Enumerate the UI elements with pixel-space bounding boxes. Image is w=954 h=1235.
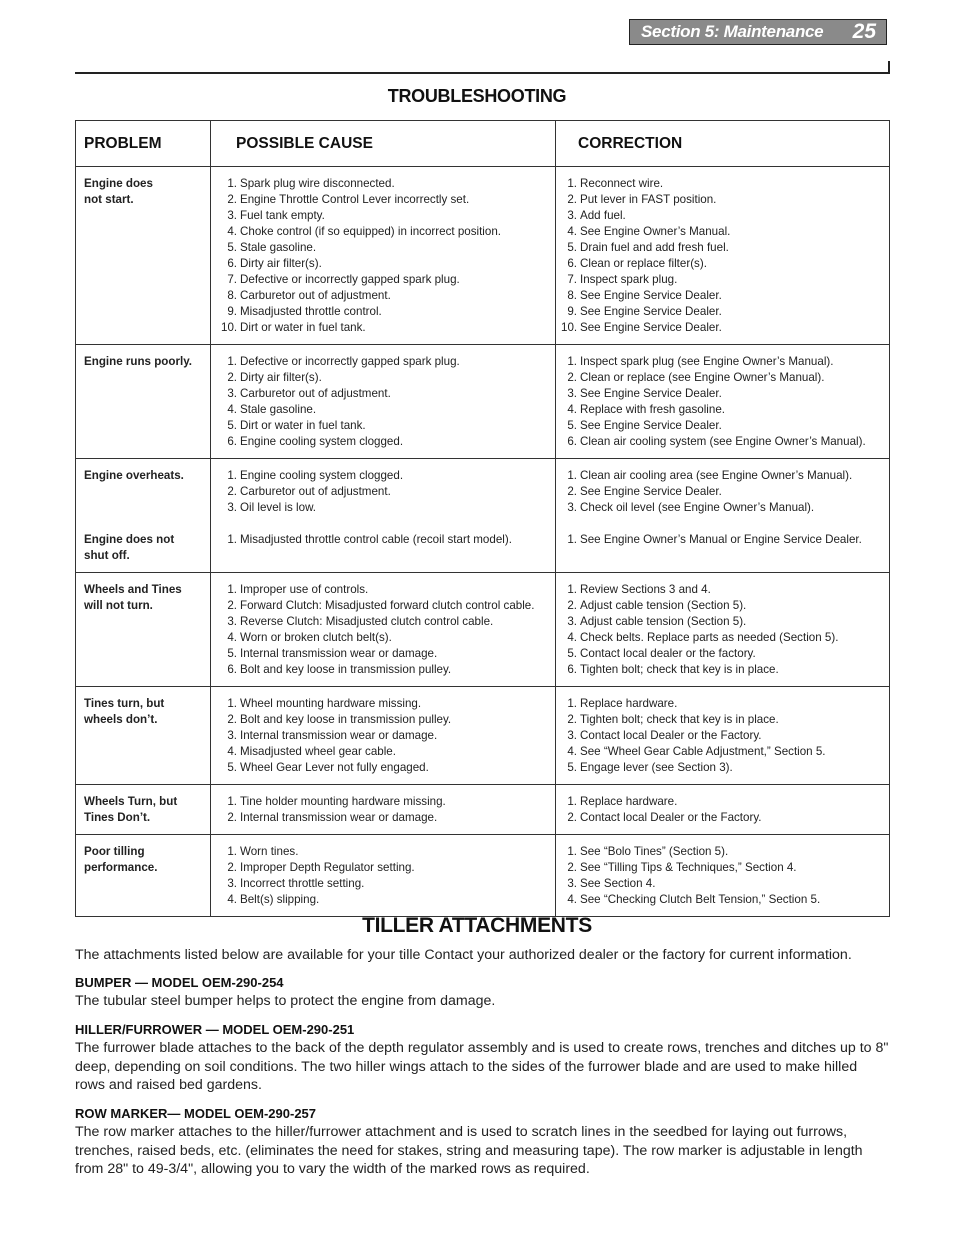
item-text: Misadjusted throttle control. [240,305,382,318]
list-item [561,598,885,614]
item-text: Internal transmission wear or damage. [240,729,438,742]
correction-cell [556,835,890,917]
list-item [561,418,885,434]
item-number: 5. [567,761,577,774]
item-text: See “Tilling Tips & Techniques,” Section 4. [580,861,797,874]
item-text: Contact local Dealer or the Factory. [580,811,762,824]
item-number: 9. [227,305,237,318]
list-item [561,712,885,728]
item-text: Adjust cable tension (Section 5). [580,615,747,628]
correction-cell [556,345,890,459]
list-item [561,434,885,450]
item-text: Dirty air filter(s). [240,257,322,270]
item-text: Choke control (if so equipped) in incorrect position. [240,225,501,238]
item-number: 1. [227,697,237,710]
item-number: 6. [227,257,237,270]
item-text: Contact local dealer or the factory. [580,647,756,660]
item-number: 3. [227,387,237,400]
table-row [76,573,890,687]
list-item [221,288,551,304]
troubleshooting-heading: TROUBLESHOOTING [387,86,567,106]
item-number: 1. [227,845,237,858]
item-number: 4. [567,893,577,906]
item-text: Reverse Clutch: Misadjusted clutch control cable. [240,615,494,628]
item-number: 1. [227,469,237,482]
list-item [221,810,551,826]
correction-cell [556,785,890,835]
item-number: 5. [227,419,237,432]
hiller-furrower-text: The furrower blade attaches to the back of the depth regulator assembly and is used to create rows, trenches and ditches up to 8" deep, depending on soil conditions. The two hiller wings attach to the sides of the furrower blade and are used to make hilled rows and raised bed gardens. [75,1040,889,1093]
item-number: 4. [227,631,237,644]
list-item [561,468,885,484]
bumper-text: The tubular steel bumper helps to protect the engine from damage. [75,993,496,1009]
cause-cell [211,835,556,917]
list-item [221,582,551,598]
cause-cell [211,459,556,573]
item-number: 1. [567,469,577,482]
list-item [561,224,885,240]
item-text: Engine cooling system clogged. [240,435,404,448]
table-row [76,459,890,573]
item-text: Spark plug wire disconnected. [240,177,395,190]
list-item [221,696,551,712]
cause-cell [211,167,556,345]
list-item [561,844,885,860]
list-item [561,256,885,272]
column-header-correction: CORRECTION [556,121,890,167]
list-item [561,402,885,418]
item-text: Replace hardware. [580,795,678,808]
list-item [221,484,551,500]
item-number: 6. [567,663,577,676]
item-text: See “Wheel Gear Cable Adjustment,” Section 5. [580,745,826,758]
item-number: 6. [567,435,577,448]
page-number: 25 [852,20,876,43]
item-number: 1. [567,533,577,546]
item-number: 2. [567,811,577,824]
item-text: Misadjusted wheel gear cable. [240,745,396,758]
item-number: 1. [567,697,577,710]
item-number: 3. [227,501,237,514]
item-text: Clean air cooling area (see Engine Owner’s Manual). [580,469,853,482]
item-number: 2. [227,371,237,384]
table-row [76,345,890,459]
item-text: See Engine Service Dealer. [580,321,722,334]
list-item [221,354,551,370]
item-text: Dirt or water in fuel tank. [240,419,366,432]
item-number: 8. [227,289,237,302]
item-number: 1. [567,355,577,368]
list-item [561,370,885,386]
troubleshooting-table [75,120,890,917]
item-text: Carburetor out of adjustment. [240,289,391,302]
problem-cell [76,687,211,785]
column-header-cause: POSSIBLE CAUSE [211,121,556,167]
list-item [221,272,551,288]
header-rule-tick [888,61,890,74]
hiller-furrower-heading: HILLER/FURROWER — MODEL OEM-290-251 [75,1022,355,1037]
item-text: Worn or broken clutch belt(s). [240,631,392,644]
cause-cell [211,785,556,835]
item-text: Clean or replace (see Engine Owner’s Manual). [580,371,825,384]
item-text: Add fuel. [580,209,626,222]
list-item [561,304,885,320]
item-text: Clean air cooling system (see Engine Owner’s Manual). [580,435,866,448]
list-item [221,304,551,320]
item-text: Engage lever (see Section 3). [580,761,733,774]
item-text: Put lever in FAST position. [580,193,717,206]
problem-text: Poor tilling performance. [84,845,158,874]
item-number: 5. [227,761,237,774]
list-item [561,288,885,304]
item-number: 2. [227,193,237,206]
item-text: Replace hardware. [580,697,678,710]
problem-text: Wheels and Tines will not turn. [84,583,182,612]
correction-cell [556,573,890,687]
problem-cell [76,459,211,573]
problem-cell [76,835,211,917]
item-text: Stale gasoline. [240,403,317,416]
item-number: 2. [567,371,577,384]
item-text: Clean or replace filter(s). [580,257,707,270]
item-text: See “Checking Clutch Belt Tension,” Section 5. [580,893,821,906]
item-number: 1. [227,795,237,808]
item-number: 4. [567,745,577,758]
problem-text: Engine runs poorly. [84,355,193,368]
item-number: 6. [567,257,577,270]
item-number: 4. [227,225,237,238]
item-number: 3. [567,209,577,222]
list-item [221,468,551,484]
item-text: Contact local Dealer or the Factory. [580,729,762,742]
problem-text: Engine overheats. [84,469,184,482]
list-item [561,744,885,760]
item-text: Belt(s) slipping. [240,893,320,906]
item-text: Reconnect wire. [580,177,664,190]
item-number: 2. [567,713,577,726]
item-number: 3. [567,501,577,514]
item-text: See Engine Service Dealer. [580,289,722,302]
item-number: 2. [567,861,577,874]
list-item [221,192,551,208]
list-item [561,876,885,892]
item-number: 9. [567,305,577,318]
list-item [221,434,551,450]
item-number: 2. [227,599,237,612]
list-item [561,192,885,208]
item-number: 2. [227,485,237,498]
item-number: 1. [567,583,577,596]
section-title: Section 5: Maintenance [641,22,824,41]
item-text: Bolt and key loose in transmission pulley. [240,713,452,726]
item-number: 2. [567,485,577,498]
list-item [221,208,551,224]
list-item [221,744,551,760]
table-row [76,785,890,835]
item-text: See “Bolo Tines” (Section 5). [580,845,729,858]
item-number: 2. [567,599,577,612]
list-item [561,500,885,516]
list-item [561,892,885,908]
item-text: Replace with fresh gasoline. [580,403,726,416]
item-text: Dirt or water in fuel tank. [240,321,366,334]
list-item [221,240,551,256]
list-item [561,484,885,500]
item-number: 3. [227,877,237,890]
list-item [561,662,885,678]
list-item [561,272,885,288]
item-text: Bolt and key loose in transmission pulley. [240,663,452,676]
list-item [561,614,885,630]
list-item [561,320,885,336]
item-text: Tine holder mounting hardware missing. [240,795,446,808]
item-number: 5. [227,647,237,660]
table-body [76,167,890,917]
list-item [221,256,551,272]
cause-cell [211,687,556,785]
item-number: 5. [567,241,577,254]
spacer [221,516,551,532]
item-number: 2. [227,861,237,874]
item-text: Fuel tank empty. [240,209,325,222]
list-item [221,320,551,336]
item-number: 1. [227,177,237,190]
list-item [221,418,551,434]
item-text: Oil level is low. [240,501,317,514]
row-marker-text: The row marker attaches to the hiller/furrower attachment and is used to scratch lines in the seedbed for laying out furrows, trenches, raised beds, etc. (eliminates the need for stakes, string and measuring tape). The row marker is adjustable in length from 28" to 49-3/4", allowing you to vary the width of the marked rows as required. [75,1124,863,1177]
cause-cell [211,573,556,687]
item-number: 3. [227,729,237,742]
table-row [76,835,890,917]
list-item [221,370,551,386]
item-number: 1. [227,355,237,368]
problem-text: Wheels Turn, but Tines Don’t. [84,795,178,824]
list-item [561,630,885,646]
list-item [221,402,551,418]
list-item [221,500,551,516]
list-item [561,240,885,256]
item-number: 1. [567,845,577,858]
item-number: 4. [567,631,577,644]
item-text: See Engine Service Dealer. [580,387,722,400]
section-header-box [629,19,887,45]
item-number: 7. [227,273,237,286]
item-number: 3. [227,209,237,222]
list-item [221,646,551,662]
cause-cell [211,345,556,459]
item-text: Misadjusted throttle control cable (recoil start model). [240,533,512,546]
attachments-intro: The attachments listed below are available for your tille Contact your authorized dealer or the factory for current information. [75,947,852,963]
list-item [221,630,551,646]
item-text: Tighten bolt; check that key is in place. [580,713,779,726]
list-item [561,208,885,224]
problem-text: Tines turn, but wheels don’t. [84,697,165,726]
list-item [221,386,551,402]
item-number: 6. [227,435,237,448]
list-item [221,598,551,614]
list-item [221,728,551,744]
problem-cell [76,785,211,835]
item-text: Review Sections 3 and 4. [580,583,711,596]
item-number: 3. [567,615,577,628]
table-row [76,687,890,785]
item-number: 2. [227,713,237,726]
spacer [84,484,206,532]
item-number: 10. [221,321,238,334]
item-text: Adjust cable tension (Section 5). [580,599,747,612]
item-text: Improper Depth Regulator setting. [240,861,415,874]
list-item [561,810,885,826]
list-item [221,176,551,192]
bumper-heading: BUMPER — MODEL OEM-290-254 [75,975,284,990]
correction-cell [556,167,890,345]
list-item [561,696,885,712]
item-number: 3. [567,729,577,742]
item-number: 2. [227,811,237,824]
item-text: Forward Clutch: Misadjusted forward clutch control cable. [240,599,535,612]
column-header-problem: PROBLEM [76,121,211,167]
item-number: 7. [567,273,577,286]
item-text: See Engine Owner’s Manual. [580,225,731,238]
item-number: 8. [567,289,577,302]
problem-text: Engine does not shut off. [84,533,175,562]
item-text: Carburetor out of adjustment. [240,485,391,498]
item-text: Incorrect throttle setting. [240,877,365,890]
item-text: Carburetor out of adjustment. [240,387,391,400]
item-text: Drain fuel and add fresh fuel. [580,241,729,254]
list-item [221,860,551,876]
list-item [221,892,551,908]
item-text: Check oil level (see Engine Owner’s Manual). [580,501,815,514]
list-item [221,224,551,240]
list-item [561,728,885,744]
problem-cell [76,167,211,345]
list-item [561,794,885,810]
list-item [221,876,551,892]
item-number: 10. [561,321,578,334]
item-number: 2. [567,193,577,206]
list-item [561,582,885,598]
item-number: 4. [567,225,577,238]
item-text: Internal transmission wear or damage. [240,811,438,824]
table-header-row [76,121,890,167]
item-text: Check belts. Replace parts as needed (Section 5). [580,631,839,644]
item-number: 1. [567,177,577,190]
attachments-heading: TILLER ATTACHMENTS [362,914,592,937]
list-item [561,532,885,548]
item-text: Worn tines. [240,845,299,858]
list-item [561,176,885,192]
item-number: 4. [567,403,577,416]
item-number: 5. [227,241,237,254]
item-text: Defective or incorrectly gapped spark plug. [240,273,460,286]
problem-text: Engine does not start. [84,177,153,206]
item-number: 5. [567,419,577,432]
item-text: See Section 4. [580,877,656,890]
item-number: 1. [227,533,237,546]
list-item [221,760,551,776]
list-item [221,712,551,728]
list-item [221,532,551,548]
item-text: See Engine Service Dealer. [580,485,722,498]
item-text: Tighten bolt; check that key is in place. [580,663,779,676]
item-text: Wheel mounting hardware missing. [240,697,422,710]
item-text: Dirty air filter(s). [240,371,322,384]
item-number: 3. [227,615,237,628]
item-text: Inspect spark plug (see Engine Owner’s Manual). [580,355,834,368]
item-number: 3. [567,877,577,890]
item-text: Engine cooling system clogged. [240,469,404,482]
item-text: Engine Throttle Control Lever incorrectly set. [240,193,470,206]
list-item [561,760,885,776]
spacer [561,516,885,532]
list-item [561,860,885,876]
header-rule [75,72,890,74]
problem-cell [76,345,211,459]
item-number: 1. [227,583,237,596]
item-number: 1. [567,795,577,808]
item-text: Internal transmission wear or damage. [240,647,438,660]
item-text: Wheel Gear Lever not fully engaged. [240,761,429,774]
list-item [561,354,885,370]
item-text: See Engine Owner’s Manual or Engine Service Dealer. [580,533,862,546]
item-text: See Engine Service Dealer. [580,305,722,318]
item-number: 3. [567,387,577,400]
correction-cell [556,687,890,785]
item-text: Inspect spark plug. [580,273,678,286]
item-text: Stale gasoline. [240,241,317,254]
item-number: 5. [567,647,577,660]
item-number: 6. [227,663,237,676]
correction-cell [556,459,890,573]
list-item [221,662,551,678]
item-number: 4. [227,403,237,416]
list-item [221,844,551,860]
item-text: Defective or incorrectly gapped spark plug. [240,355,460,368]
problem-cell [76,573,211,687]
list-item [221,794,551,810]
row-marker-heading: ROW MARKER— MODEL OEM-290-257 [75,1106,317,1121]
item-text: Improper use of controls. [240,583,369,596]
item-number: 4. [227,893,237,906]
list-item [221,614,551,630]
item-number: 4. [227,745,237,758]
table-row [76,167,890,345]
list-item [561,386,885,402]
list-item [561,646,885,662]
item-text: See Engine Service Dealer. [580,419,722,432]
